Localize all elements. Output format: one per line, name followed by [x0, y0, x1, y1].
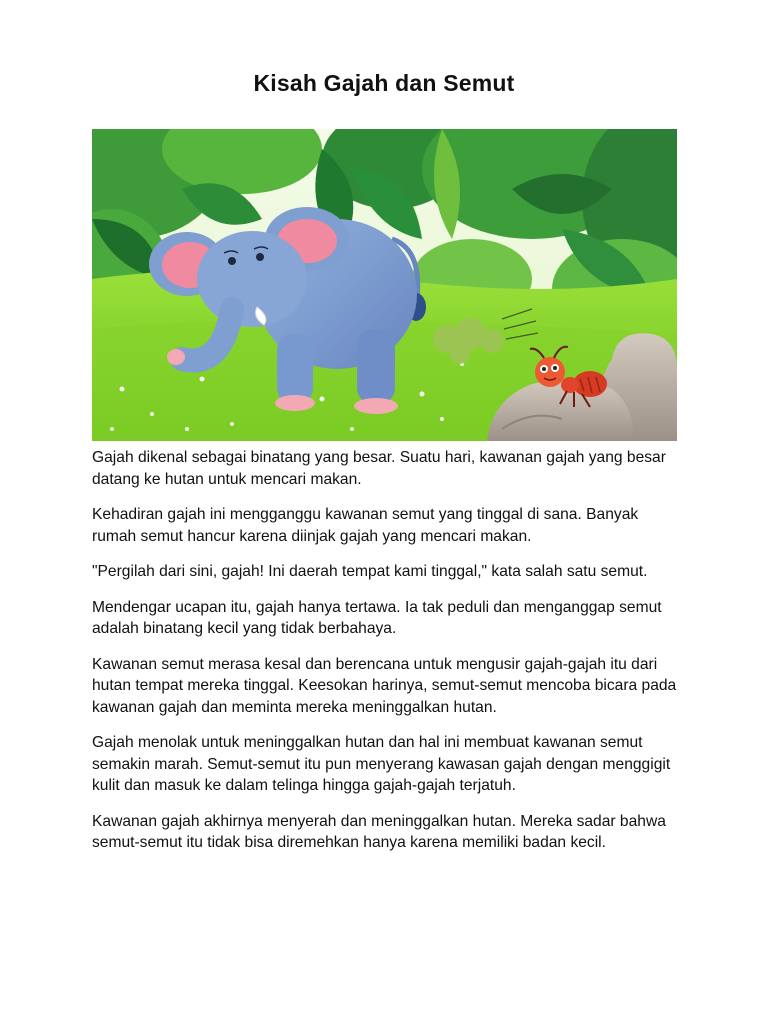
- story-paragraph-5: Kawanan semut merasa kesal dan berencana untuk mengusir gajah-gajah itu dari hutan tempat mereka tinggal. Keesokan harinya, semut-semut mencoba bicara pada kawanan gajah dan meminta mereka meninggalkan hutan.: [92, 655, 677, 716]
- story-paragraph-6: Gajah menolak untuk meninggalkan hutan dan hal ini membuat kawanan semut semakin marah. Semut-semut itu pun menyerang kawasan gajah dengan menggigit kulit dan masuk ke dalam telinga hingga gajah-gajah terjatuh.: [92, 734, 671, 794]
- story-paragraph-3: "Pergilah dari sini, gajah! Ini daerah tempat kami tinggal," kata salah satu semut.: [92, 563, 648, 580]
- story-illustration: [92, 129, 677, 441]
- story-paragraph-4: Mendengar ucapan itu, gajah hanya tertawa. Ia tak peduli dan menganggap semut adalah binatang kecil yang tidak berbahaya.: [92, 598, 662, 637]
- story-paragraph-1: Gajah dikenal sebagai binatang yang besar. Suatu hari, kawanan gajah yang besar datang ke hutan untuk mencari makan.: [92, 449, 666, 488]
- jungle-scene-image: [92, 129, 677, 441]
- story-paragraph-7: Kawanan gajah akhirnya menyerah dan meninggalkan hutan. Mereka sadar bahwa semut-semut itu tidak bisa diremehkan hanya karena memiliki badan kecil.: [92, 812, 666, 851]
- page-title: Kisah Gajah dan Semut: [253, 70, 515, 96]
- story-body: [92, 447, 684, 868]
- story-paragraph-2: Kehadiran gajah ini mengganggu kawanan semut yang tinggal di sana. Banyak rumah semut hancur karena diinjak gajah yang mencari makan.: [92, 506, 639, 545]
